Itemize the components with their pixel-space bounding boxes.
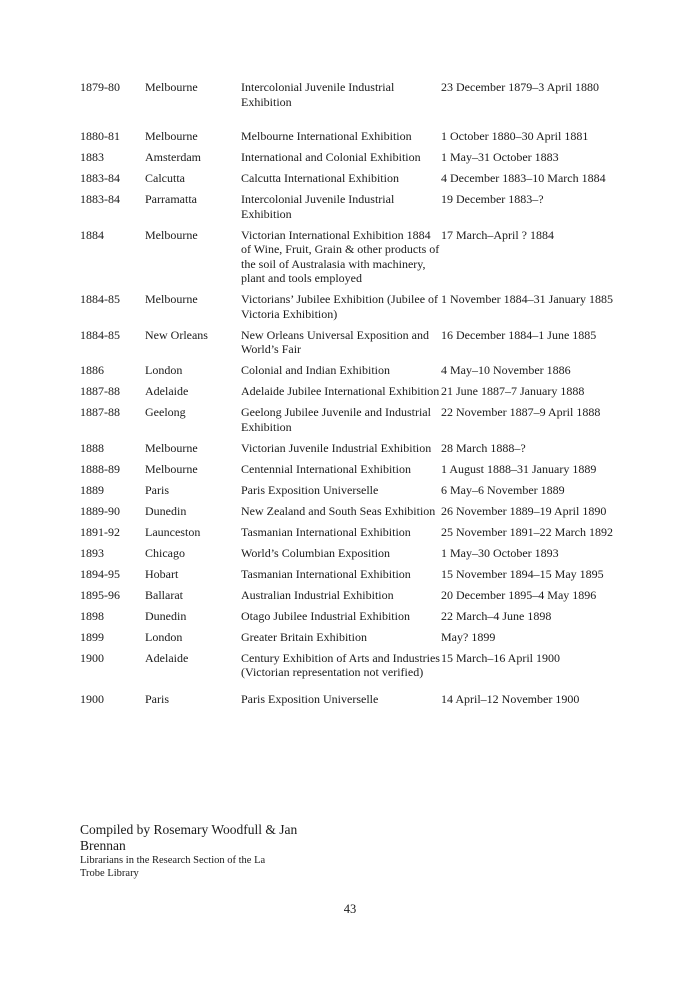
city-cell: New Orleans [145, 327, 208, 342]
city-cell: Dunedin [145, 608, 187, 623]
city-cell: Melbourne [145, 461, 198, 476]
credits-block [80, 822, 310, 880]
year-cell: 1900 [80, 650, 104, 665]
year-cell: 1891-92 [80, 524, 120, 539]
city-cell: Adelaide [145, 650, 189, 665]
exhibition-cell: Victorian International Exhibition 1884 of Wine, Fruit, Grain & other products of the soil of Australasia with machinery, plant and tools employed [241, 227, 440, 285]
table-row [80, 630, 631, 651]
city-cell: Paris [145, 692, 169, 706]
year-cell: 1884-85 [80, 327, 120, 342]
city-cell: Paris [145, 482, 169, 497]
exhibition-cell: Melbourne International Exhibition [241, 129, 412, 143]
dates-cell: 1 May–30 October 1893 [441, 545, 559, 560]
exhibition-cell: Colonial and Indian Exhibition [241, 363, 390, 377]
year-cell: 1887-88 [80, 384, 120, 398]
table-row [80, 504, 631, 525]
city-cell: Hobart [145, 566, 179, 581]
dates-cell: 19 December 1883–? [441, 192, 544, 206]
dates-cell: 22 November 1887–9 April 1888 [441, 405, 601, 419]
city-cell: Amsterdam [145, 150, 201, 164]
city-cell: Melbourne [145, 80, 198, 94]
table-row [80, 462, 631, 483]
dates-cell: 1 October 1880–30 April 1881 [441, 129, 589, 143]
exhibition-cell: New Zealand and South Seas Exhibition [241, 503, 436, 518]
city-cell: Launceston [145, 524, 201, 539]
year-cell: 1898 [80, 608, 104, 623]
table-row [80, 483, 631, 504]
city-cell: Melbourne [145, 227, 198, 242]
dates-cell: 1 May–31 October 1883 [441, 150, 559, 164]
year-cell: 1879-80 [80, 80, 120, 94]
table-row [80, 567, 631, 588]
table-row [80, 129, 631, 150]
exhibition-cell: Paris Exposition Universelle [241, 482, 379, 497]
dates-cell: 26 November 1889–19 April 1890 [441, 503, 607, 518]
table-row [80, 171, 631, 192]
city-cell: London [145, 629, 183, 644]
exhibitions-table [80, 80, 631, 713]
exhibition-cell: Tasmanian International Exhibition [241, 566, 411, 581]
year-cell: 1893 [80, 545, 104, 560]
city-cell: Parramatta [145, 192, 197, 206]
dates-cell: 1 November 1884–31 January 1885 [441, 292, 613, 306]
city-cell: Dunedin [145, 503, 187, 518]
table-row [80, 328, 631, 364]
year-cell: 1883 [80, 150, 104, 164]
dates-cell: 20 December 1895–4 May 1896 [441, 587, 597, 602]
dates-cell: 25 November 1891–22 March 1892 [441, 524, 613, 539]
year-cell: 1884 [80, 227, 104, 242]
dates-cell: 23 December 1879–3 April 1880 [441, 80, 599, 94]
page-number: 43 [343, 902, 357, 916]
table-row [80, 192, 631, 228]
table-row [80, 150, 631, 171]
exhibition-cell: Centennial International Exhibition [241, 461, 411, 476]
city-cell: Chicago [145, 545, 185, 560]
dates-cell: 17 March–April ? 1884 [441, 227, 554, 242]
dates-cell: 15 November 1894–15 May 1895 [441, 566, 604, 581]
exhibition-cell: Otago Jubilee Industrial Exhibition [241, 608, 410, 623]
table-row [80, 384, 631, 405]
exhibition-cell: Tasmanian International Exhibition [241, 524, 411, 539]
exhibition-cell: Geelong Jubilee Juvenile and Industrial Exhibition [241, 405, 431, 434]
city-cell: London [145, 363, 183, 377]
table-row [80, 546, 631, 567]
dates-cell: 1 August 1888–31 January 1889 [441, 461, 597, 476]
city-cell: Ballarat [145, 587, 183, 602]
table-row [80, 292, 631, 328]
dates-cell: 4 May–10 November 1886 [441, 363, 571, 377]
dates-cell: 6 May–6 November 1889 [441, 482, 565, 497]
exhibition-cell: International and Colonial Exhibition [241, 150, 421, 164]
year-cell: 1880-81 [80, 129, 120, 143]
city-cell: Melbourne [145, 440, 198, 455]
table-row [80, 363, 631, 384]
dates-cell: 28 March 1888–? [441, 440, 526, 455]
table-row [80, 651, 631, 687]
table-row [80, 609, 631, 630]
exhibition-cell: Century Exhibition of Arts and Industries (Victorian representation not verified) [241, 650, 440, 679]
exhibition-cell: Intercolonial Juvenile Industrial Exhibition [241, 192, 395, 221]
exhibition-cell: Greater Britain Exhibition [241, 629, 367, 644]
city-cell: Melbourne [145, 129, 198, 143]
dates-cell: 22 March–4 June 1898 [441, 608, 552, 623]
year-cell: 1894-95 [80, 566, 120, 581]
city-cell: Calcutta [145, 171, 185, 185]
year-cell: 1884-85 [80, 292, 120, 306]
year-cell: 1889 [80, 482, 104, 497]
exhibition-cell: World’s Columbian Exposition [241, 545, 391, 560]
dates-cell: 16 December 1884–1 June 1885 [441, 327, 597, 342]
city-cell: Geelong [145, 405, 186, 419]
exhibition-cell: Victorian Juvenile Industrial Exhibition [241, 440, 432, 455]
year-cell: 1887-88 [80, 405, 120, 419]
city-cell: Melbourne [145, 292, 198, 306]
year-cell: 1883-84 [80, 192, 120, 206]
exhibition-cell: New Orleans Universal Exposition and World’s Fair [241, 327, 429, 356]
exhibition-cell: Intercolonial Juvenile Industrial Exhibition [241, 80, 395, 109]
exhibition-cell: Australian Industrial Exhibition [241, 587, 394, 602]
compiler-role: Librarians in the Research Section of the La Trobe Library [80, 855, 266, 879]
year-cell: 1895-96 [80, 587, 120, 602]
year-cell: 1888-89 [80, 461, 120, 476]
table-row [80, 588, 631, 609]
exhibition-cell: Victorians’ Jubilee Exhibition (Jubilee of Victoria Exhibition) [241, 292, 439, 321]
year-cell: 1886 [80, 363, 104, 377]
year-cell: 1899 [80, 629, 104, 644]
year-cell: 1888 [80, 440, 104, 455]
exhibition-cell: Adelaide Jubilee International Exhibition [241, 384, 440, 398]
exhibition-cell: Calcutta International Exhibition [241, 171, 399, 185]
compiler-names: Compiled by Rosemary Woodfull & Jan Brennan [80, 822, 298, 853]
year-cell: 1889-90 [80, 503, 120, 518]
table-row [80, 525, 631, 546]
year-cell: 1883-84 [80, 171, 120, 185]
dates-cell: 4 December 1883–10 March 1884 [441, 171, 606, 185]
dates-cell: May? 1899 [441, 629, 496, 644]
table-row [80, 441, 631, 462]
table-row [80, 228, 631, 293]
city-cell: Adelaide [145, 384, 189, 398]
table-row [80, 686, 631, 713]
dates-cell: 14 April–12 November 1900 [441, 692, 580, 706]
year-cell: 1900 [80, 692, 104, 706]
dates-cell: 15 March–16 April 1900 [441, 650, 560, 665]
exhibition-cell: Paris Exposition Universelle [241, 692, 379, 706]
dates-cell: 21 June 1887–7 January 1888 [441, 384, 585, 398]
table-row [80, 80, 631, 129]
table-row [80, 405, 631, 441]
